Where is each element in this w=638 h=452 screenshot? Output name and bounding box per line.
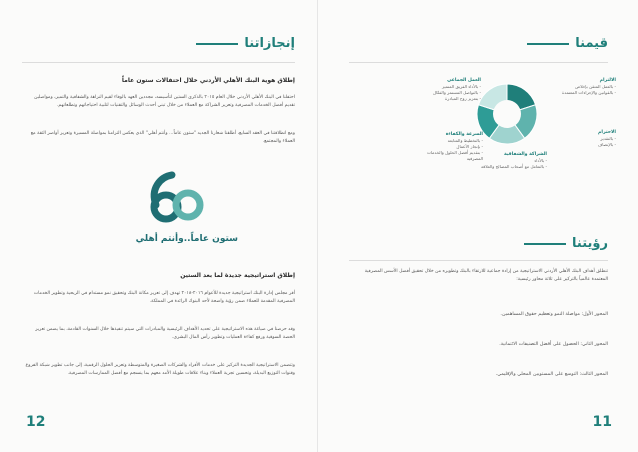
vision-intro: تنطلق أهداف البنك الأهلي الأردني الاستراتيجية من إرادة جماعية للارتقاء بالبنك وتطويره من خلال تحقيق أفضل الأسس المصرفية المعتمدة عالمياً بالتركيز على ثلاثة محاور رئيسية: (364, 269, 608, 283)
value-commitment-line-1: - بالعمل المتقن بإخلاص (575, 84, 616, 89)
value-respect-heading: الاحترام (598, 130, 616, 135)
sixty-logo-icon (142, 165, 206, 229)
left-page (0, 0, 318, 452)
value-speed-line-1: - بالتخطيط والمتابعة (447, 138, 483, 143)
values-title: قيمنا (527, 36, 608, 51)
achievements-title: إنجازاتنا (196, 36, 295, 51)
value-speed-line-3: - بتقديم أفضل الحلول والخدمات المصرفية (426, 150, 483, 161)
vision-item-1: المحور الأول: مواصلة النمو وتعظيم حقوق المساهمين. (500, 312, 608, 317)
article1-paragraph-2: ومع انطلاقتنا في العقد السابع، أطلقنا شعارنا الجديد "ستون عاماً... وأنتم أهلي" الذي يعكس التزامنا بمواصلة المسيرة وتعزيز أواصر الثقة مع العملاء والمجتمع. (30, 131, 295, 145)
value-partnership-heading: الشراكة والشفافية (504, 152, 547, 157)
value-partnership (469, 152, 547, 170)
value-respect-line-2: - بالإنصاف (597, 142, 616, 147)
value-commitment-heading: الالتزام (599, 78, 616, 83)
article2-paragraph-1: أقر مجلس إدارة البنك استراتيجية جديدة للأعوام ٢٠١٦-٢٠١٨ تهدف إلى تعزيز مكانة البنك وتحقيق نمو مستدام في الربحية وتطوير الخدمات المصرفية المقدمة للعملاء ضمن رؤية واضحة لأحد البنوك الرائدة في المملكة. (33, 291, 295, 305)
value-speed-heading: السرعة والكفاءة (445, 132, 483, 137)
page-number-left: 12 (26, 414, 46, 430)
divider (22, 62, 295, 63)
value-teamwork-line-3: - بتعزيز روح المبادرة (445, 96, 481, 101)
vision-item-3: المحور الثالث: التوسع على المستويين المحلي والإقليمي. (495, 372, 608, 377)
article1-title: إطلاق هوية البنك الأهلي الأردني خلال احتفالات ستون عاماً (121, 77, 295, 84)
divider (349, 260, 608, 261)
value-teamwork-line-1: - بالأداء الفريق المتميز (442, 84, 481, 89)
article2-paragraph-3: وتتضمن الاستراتيجية الجديدة التركيز على خدمات الأفراد والشركات الصغيرة والمتوسطة وتعزيز الحلول الرقمية، إلى جانب تطوير شبكة الفروع وقنوات التوزيع البديلة، وتحسين تجربة العملاء وبناء علاقات طويلة الأمد معهم بما ينسجم مع أفضل الممارسات المصرفية. (25, 363, 295, 377)
logo-tagline: ستون عاماً..وأنتم أهلي (135, 234, 238, 244)
sixty-anniversary-logo (142, 165, 206, 229)
value-teamwork-line-2: - بالتواصل المستمر والفعّال (432, 90, 481, 95)
value-teamwork (411, 78, 481, 102)
right-page (319, 0, 638, 452)
value-partnership-line-1: - بالأداء (534, 158, 547, 163)
value-commitment (536, 78, 616, 96)
vision-item-2: المحور الثاني: الحصول على أفضل التصنيفات الائتمانية. (499, 342, 608, 347)
value-respect (546, 130, 616, 148)
value-teamwork-heading: العمل الجماعي (447, 78, 481, 83)
value-partnership-line-2: - بالتعامل مع أصحاب المصالح والعلاقة (481, 164, 547, 169)
divider (349, 62, 608, 63)
value-speed-line-2: - بإنجاز الأعمال (456, 144, 483, 149)
vision-title: رؤيتنا (524, 236, 608, 251)
value-commitment-line-2: - بالقوانين والإجراءات المعتمدة (562, 90, 616, 95)
page-number-right: 11 (592, 414, 612, 430)
wheel-center (493, 100, 521, 128)
article1-paragraph-1: احتفلنا في البنك الأهلي الأردني خلال العام ٢٠١٥ بالذكرى الستين لتأسيسه، مجددين العهد بالوفاء لقيم النزاهة والشفافية والتميز، ومواصلين تقديم أفضل الخدمات المصرفية وتعزيز الشراكة مع العملاء من خلال تبني أحدث الوسائل والتقنيات لتلبية احتياجاتهم وتطلعاتهم. (34, 95, 295, 109)
article2-paragraph-2: وقد حرصنا في صياغة هذه الاستراتيجية على تحديد الأهداف الرئيسية والمبادرات التي سيتم تنفيذها خلال السنوات القادمة، بما يضمن تعزيز الحصة السوقية ورفع كفاءة العمليات وتطوير رأس المال البشري. (35, 327, 295, 341)
value-respect-line-1: - بالتقدير (600, 136, 616, 141)
article2-title: إطلاق استراتيجية جديدة لما بعد الستين (180, 272, 295, 279)
